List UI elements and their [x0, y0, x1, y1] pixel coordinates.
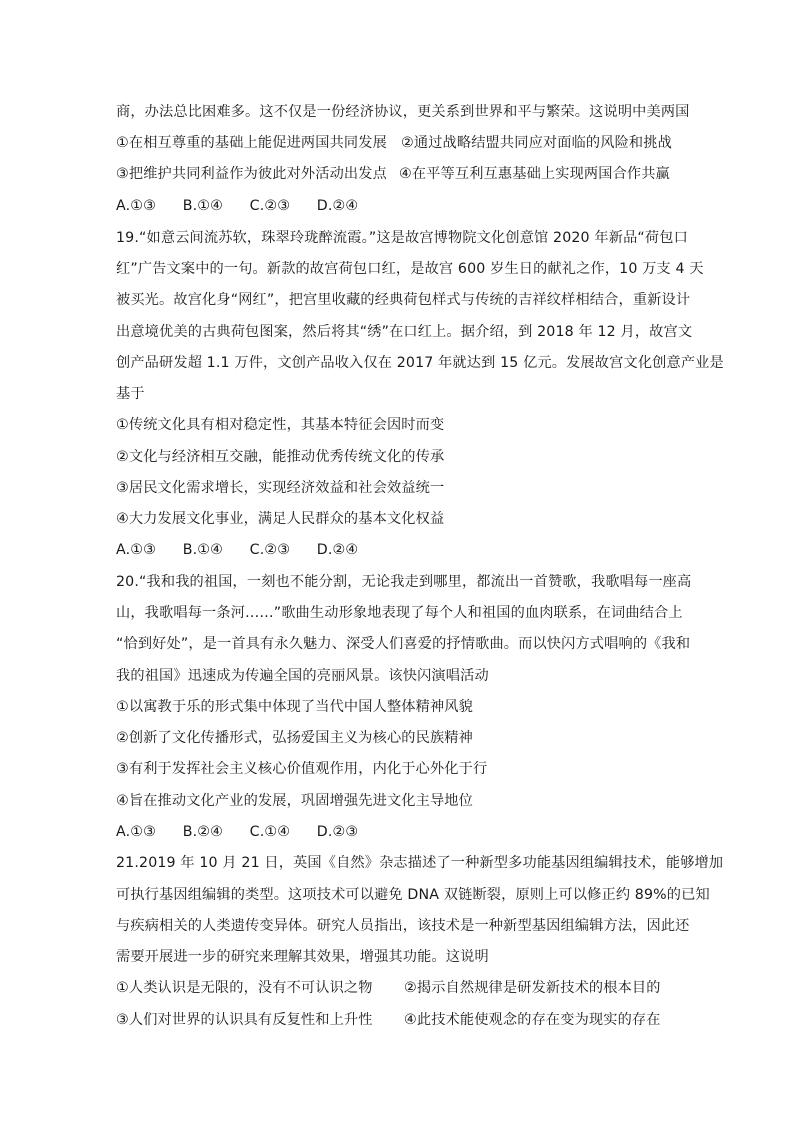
q20-option: ②创新了文化传播形式，弘扬爱国主义为核心的民族精神: [116, 730, 473, 746]
q18-choice-d: D.②④: [316, 198, 359, 214]
q18-stem-continuation: 商，办法总比困难多。这不仅是一份经济协议，更关系到世界和平与繁荣。这说明中美两国: [116, 104, 690, 120]
q20-stem-line: “恰到好处”，是一首具有永久魅力、深受人们喜爱的抒情歌曲。而以快闪方式唱响的《我和: [116, 636, 691, 652]
q20-option: ①以寓教于乐的形式集中体现了当代中国人整体精神风貌: [116, 699, 473, 715]
q19-choice-c: C.②③: [249, 542, 291, 558]
q19-choices: [116, 540, 380, 560]
q20-stem-line: 山，我歌唱每一条河……”歌曲生动形象地表现了每个人和祖国的血肉联系，在词曲结合上: [116, 605, 683, 621]
q19-option: ②文化与经济相互交融，能推动优秀传统文化的传承: [116, 449, 445, 465]
q20-stem-line: 20.“我和我的祖国，一刻也不能分割，无论我走到哪里，都流出一首赞歌，我歌唱每一座高: [116, 574, 692, 590]
q20-option: ③有利于发挥社会主义核心价值观作用，内化于心外化于行: [116, 761, 488, 777]
q18-choice-c: C.②③: [249, 198, 291, 214]
q19-choice-a: A.①③: [116, 542, 157, 558]
q21-options-row-1: [116, 978, 661, 998]
q21-stem-line: 需要开展进一步的研究来理解其效果，增强其功能。这说明: [116, 949, 489, 965]
q19-option: ①传统文化具有相对稳定性，其基本特征会因时而变: [116, 417, 445, 433]
q18-option-4: ④在平等互利互惠基础上实现两国合作共赢: [399, 166, 670, 182]
q21-option-4: ④此技术能使观念的存在变为现实的存在: [404, 1012, 661, 1028]
q18-options-row-2: [116, 164, 670, 184]
q20-choices: [116, 822, 380, 842]
q21-options-row-2: [116, 1010, 661, 1030]
q18-choice-b: B.①④: [182, 198, 223, 214]
q20-choice-a: A.①③: [116, 824, 157, 840]
q21-option-2: ②揭示自然规律是研发新技术的根本目的: [404, 980, 661, 996]
q20-stem-line: 我的祖国》迅速成为传遍全国的亮丽风景。该快闪演唱活动: [116, 668, 489, 684]
q19-stem-line: 被买光。故宫化身“网红”，把宫里收藏的经典荷包样式与传统的吉祥纹样相结合，重新设计: [116, 292, 691, 308]
q20-choice-c: C.①④: [249, 824, 291, 840]
q21-stem-line: 与疾病相关的人类遗传变异体。研究人员指出，该技术是一种新型基因组编辑方法，因此还: [116, 918, 690, 934]
q19-stem-line: 出意境优美的古典荷包图案，然后将其“绣”在口红上。据介绍，到 2018 年 12 月，故宫文: [116, 324, 693, 340]
q19-stem-line: 基于: [116, 386, 145, 402]
q20-choice-b: B.②④: [182, 824, 223, 840]
q19-choice-d: D.②④: [316, 542, 359, 558]
q19-option: ④大力发展文化事业，满足人民群众的基本文化权益: [116, 511, 445, 527]
q19-choice-b: B.①④: [182, 542, 223, 558]
q19-stem-line: 19.“如意云间流苏软，珠翠玲珑醉流霞。”这是故宫博物院文化创意馆 2020 年新品“荷包口: [116, 230, 688, 246]
q21-stem-line: 可执行基因组编辑的类型。这项技术可以避免 DNA 双链断裂，原则上可以修正约 89%的已知: [116, 887, 710, 903]
q19-option: ③居民文化需求增长，实现经济效益和社会效益统一: [116, 480, 445, 496]
q18-choice-a: A.①③: [116, 198, 157, 214]
q19-stem-line: 创产品研发超 1.1 万件，文创产品收入仅在 2017 年就达到 15 亿元。发展故宫文化创意产业是: [116, 355, 724, 371]
q18-option-2: ②通过战略结盟共同应对面临的风险和挑战: [401, 135, 672, 151]
q18-option-3: ③把维护共同利益作为彼此对外活动出发点: [116, 166, 387, 182]
q20-choice-d: D.②③: [316, 824, 359, 840]
q20-option: ④旨在推动文化产业的发展，巩固增强先进文化主导地位: [116, 793, 473, 809]
q21-option-1: ①人类认识是无限的，没有不可认识之物: [116, 980, 373, 996]
q19-stem-line: 红”广告文案中的一句。新款的故宫荷包口红，是故宫 600 岁生日的献礼之作，10 万支 4 天: [116, 261, 704, 277]
q18-options-row-1: [116, 133, 672, 153]
q18-choices: [116, 196, 380, 216]
q21-option-3: ③人们对世界的认识具有反复性和上升性: [116, 1012, 373, 1028]
q21-stem-line: 21.2019 年 10 月 21 日，英国《自然》杂志描述了一种新型多功能基因组编辑技术，能够增加: [116, 855, 724, 871]
q18-option-1: ①在相互尊重的基础上能促进两国共同发展: [116, 135, 387, 151]
